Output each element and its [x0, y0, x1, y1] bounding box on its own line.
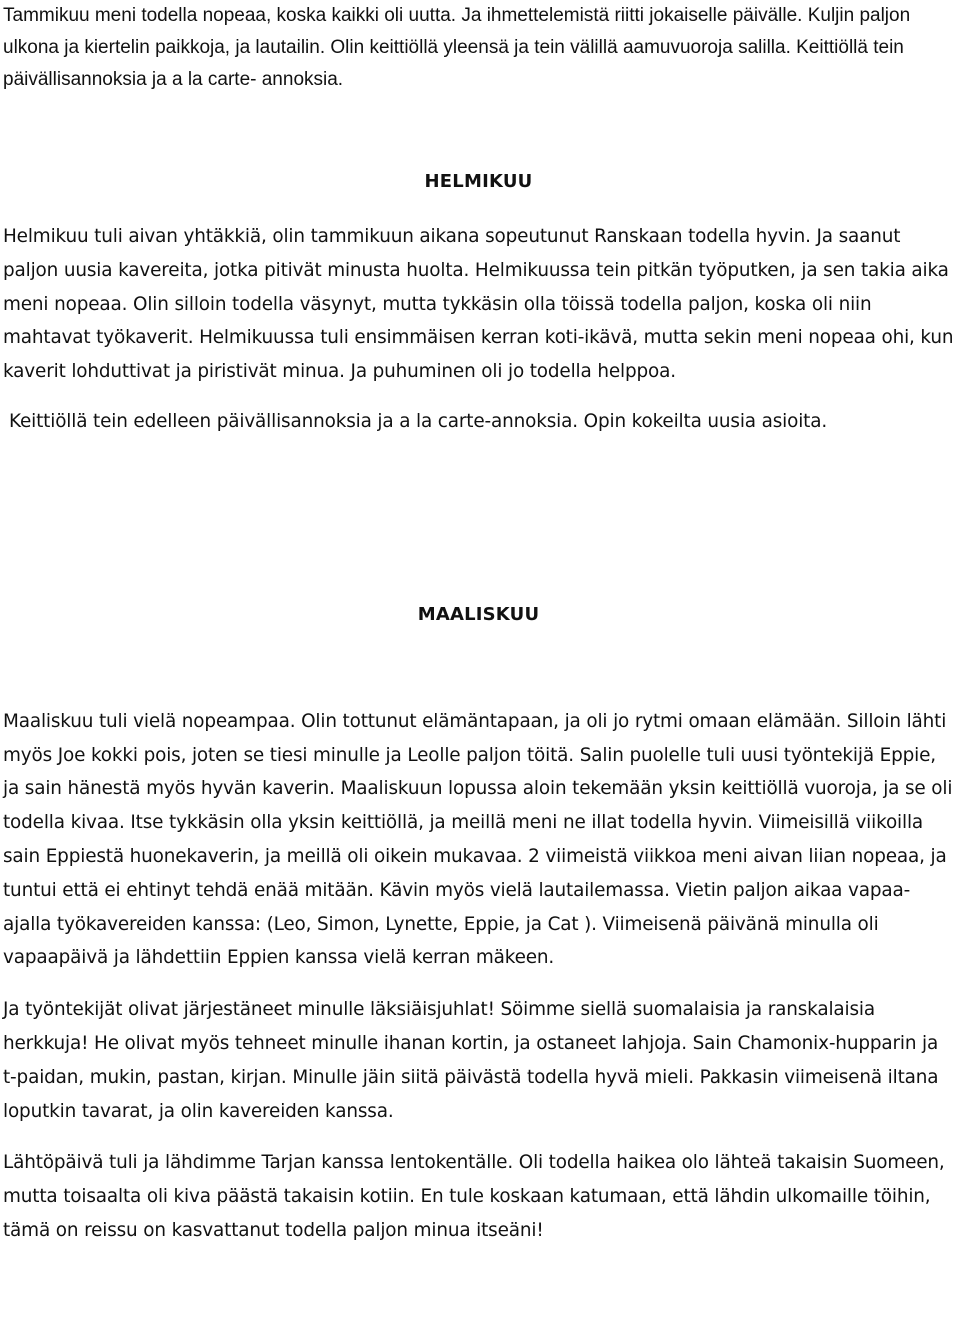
maaliskuu-paragraph-2: Ja työntekijät olivat järjestäneet minulle läksiäisjuhlat! Söimme siellä suomalaisia ja ranskalaisia herkkuja! He olivat myös tehneet minulle ihanan kortin, ja ostaneet lahjoja. Sain Chamonix-hupparin ja t-paidan, mukin, pastan, kirjan. Minulle jäin siitä päivästä todella hyvä mieli. Pakkasin viimeisenä iltana loputkin tavarat, ja olin kavereiden kanssa. [3, 999, 939, 1122]
helmikuu-paragraph-1: Helmikuu tuli aivan yhtäkkiä, olin tammikuun aikana sopeutunut Ranskaan todella hyvin. Ja saanut paljon uusia kavereita, jotka pitivät minusta huolta. Helmikuussa tein pitkän työputken, ja sen takia aika meni nopeaa. Olin silloin todella väsynyt, mutta tykkäsin olla töissä todella paljon, koska oli niin mahtavat työkaverit. Helmikuussa tuli ensimmäisen kerran koti-ikävä, mutta sekin meni nopeaa ohi, kun kaverit lohduttivat ja piristivät minua. Ja puhuminen oli jo todella helppoa. [3, 226, 954, 383]
section-heading-maaliskuu: MAALISKUU [417, 603, 540, 625]
maaliskuu-paragraph-3: Lähtöpäivä tuli ja lähdimme Tarjan kanssa lentokentälle. Oli todella haikea olo lähteä takaisin Suomeen, mutta toisaalta oli kiva päästä takaisin kotiin. En tule koskaan katumaan, että lähdin ulkomaille töihin, tämä on reissu on kasvattanut todella paljon minua itseäni! [3, 1152, 945, 1241]
intro-paragraph: Tammikuu meni todella nopeaa, koska kaikki oli uutta. Ja ihmettelemistä riitti jokaiselle päivälle. Kuljin paljon ulkona ja kiertelin paikkoja, ja lautailin. Olin keittiöllä yleensä ja tein välillä aamuvuoroja salilla. Keittiöllä tein päivällisannoksia ja a la carte- annoksia. [3, 5, 911, 90]
helmikuu-paragraph-2: Keittiöllä tein edelleen päivällisannoksia ja a la carte-annoksia. Opin kokeilta uusia asioita. [9, 410, 828, 432]
maaliskuu-paragraph-1: Maaliskuu tuli vielä nopeampaa. Olin tottunut elämäntapaan, ja oli jo rytmi omaan elämään. Silloin lähti myös Joe kokki pois, joten se tiesi minulle ja Leolle paljon töitä. Salin puolelle tuli uusi työntekijä Eppie, ja sain hänestä myös hyvän kaverin. Maaliskuun lopussa aloin tekemään yksin keittiöllä vuoroja, ja se oli todella kivaa. Itse tykkäsin olla yksin keittiöllä, ja meillä meni ne illat todella hyvin. Viimeisillä viikoilla sain Eppiestä huonekaverin, ja meillä oli oikein mukavaa. 2 viimeistä viikkoa meni aivan liian nopeaa, ja tuntui että ei ehtinyt tehdä enää mitään. Kävin myös vielä lautailemassa. Vietin paljon aikaa vapaa-ajalla työkavereiden kanssa: (Leo, Simon, Lynette, Eppie, ja Cat ). Viimeisenä päivänä minulla oli vapaapäivä ja lähdettiin Eppien kanssa vielä kerran mäkeen. [3, 710, 953, 969]
section-heading-helmikuu: HELMIKUU [424, 171, 533, 192]
